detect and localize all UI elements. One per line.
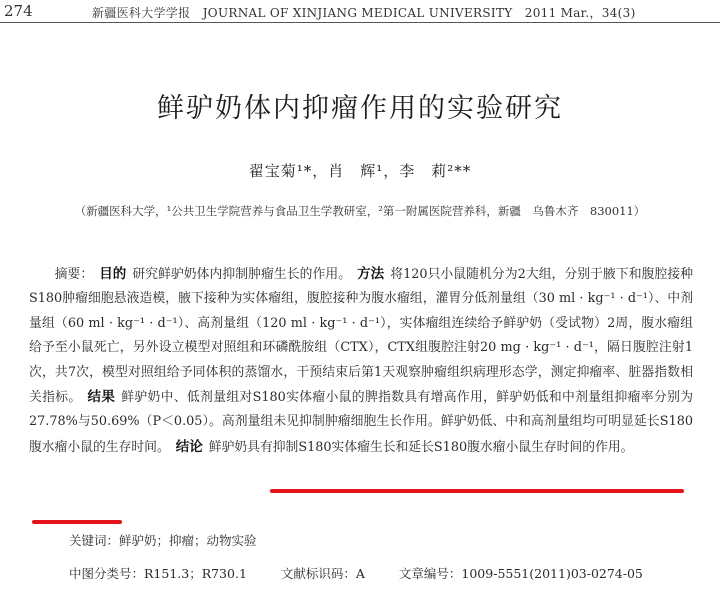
affiliation: （新疆医科大学，¹公共卫生学院营养与食品卫生学教研室，²第一附属医院营养科，新疆 乌鲁木齐 830011） [74, 204, 646, 218]
keywords: 关键词：鲜驴奶；抑瘤；动物实验 [69, 533, 257, 548]
document-code: 文献标识码：A [280, 566, 365, 581]
conclusion-label: 结论 [175, 438, 203, 455]
highlight-underline-continued [32, 520, 122, 524]
header-rule [0, 22, 720, 23]
page-number: 274 [4, 2, 33, 20]
abstract [29, 262, 693, 460]
author-list: 翟宝菊¹*，肖 辉¹，李 莉²** [248, 162, 472, 180]
clc-number: 中图分类号：R151.3；R730.1 [69, 566, 247, 581]
result-label: 结果 [87, 389, 116, 406]
running-header [0, 0, 720, 22]
article-number: 文章编号：1009-5551(2011)03-0274-05 [398, 566, 643, 581]
method-label: 方法 [357, 266, 385, 282]
paper-title: 鲜驴奶体内抑瘤作用的实验研究 [157, 93, 563, 124]
method-text: 将120只小鼠随机分为2大组，分别于腋下和腹腔接种S180肿瘤细胞悬液造模，腋下接种为实体瘤组，腹腔接种为腹水瘤组，灌胃分低剂量组（30 ml · kg⁻¹ · d⁻¹）、中剂量组（60 ml · kg⁻¹ · d⁻¹）、高剂量组（120 ml · kg⁻¹ · d⁻¹），实体瘤组连续给予鲜驴奶（受试物）2周，腹水瘤组给予至小鼠死亡，另外设立模型对照组和环磷酰胺组（CTX），CTX组腹腔注射20 mg · kg⁻¹ · d⁻¹，隔日腹腔注射1次，共7次，模型对照组给予同体积的蒸馏水，干预结束后第1天观察肿瘤组织病理形态学，测定抑瘤率、脏器指数相关指标。 [29, 267, 694, 406]
result-text: 鲜驴奶中、低剂量组对S180实体瘤小鼠的脾指数具有增高作用，鲜驴奶低和中剂量组抑瘤率分别为27.78%与50.69%（P＜0.05）。高剂量组未见抑制肿瘤细胞生长作用。鲜驴奶低、中和高剂量组均可明显延长S180腹水瘤小鼠的生存时间。 [29, 390, 694, 455]
abstract-body [29, 262, 693, 460]
objective-label: 目的 [99, 266, 127, 282]
journal-line: 新疆医科大学学报 JOURNAL OF XINJIANG MEDICAL UNIVERSITY 2011 Mar.，34(3) [92, 6, 636, 20]
conclusion-text: 鲜驴奶具有抑制S180实体瘤生长和延长S180腹水瘤小鼠生存时间的作用。 [208, 439, 634, 455]
abstract-prefix: 摘要： [54, 267, 94, 282]
highlight-underline [270, 489, 684, 493]
objective-text: 研究鲜驴奶体内抑制肿瘤生长的作用。 [132, 267, 352, 282]
classification-line [69, 564, 671, 582]
